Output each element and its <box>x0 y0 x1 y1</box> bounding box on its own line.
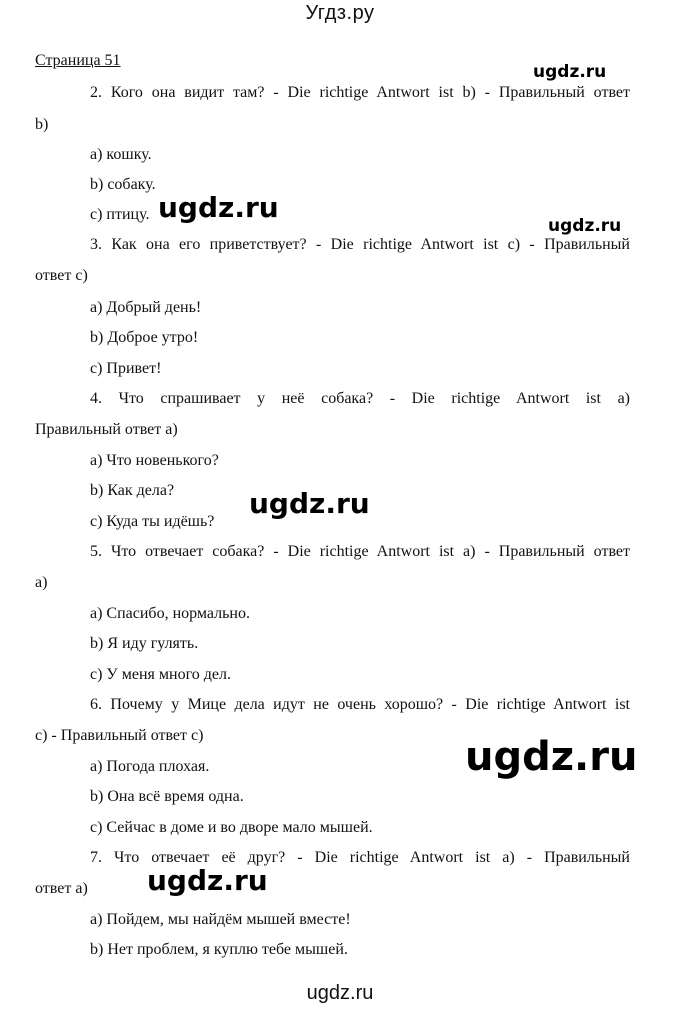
question-2-option-b: b) собаку. <box>90 176 156 193</box>
question-6-line1: 6. Почему у Мице дела идут не очень хорошо? - Die richtige Antwort ist <box>90 696 630 713</box>
question-6-option-b: b) Она всё время одна. <box>90 788 244 805</box>
question-6-option-a: a) Погода плохая. <box>90 758 210 775</box>
question-3-option-b: b) Доброе утро! <box>90 329 199 346</box>
watermark-4: ugdz.ru <box>249 487 370 520</box>
question-2-option-a: a) кошку. <box>90 146 152 163</box>
site-header: Угдз.ру <box>305 2 375 24</box>
question-2-option-c: c) птицу. <box>90 206 150 223</box>
watermark-2: ugdz.ru <box>158 191 279 224</box>
question-5-option-c: c) У меня много дел. <box>90 666 231 683</box>
question-4-option-c: c) Куда ты идёшь? <box>90 513 215 530</box>
question-7-line2: ответ a) <box>35 880 88 897</box>
question-6-line2: c) - Правильный ответ c) <box>35 727 204 744</box>
question-2-line2: b) <box>35 116 49 133</box>
question-6-option-c: c) Сейчас в доме и во дворе мало мышей. <box>90 819 373 836</box>
question-7-line1: 7. Что отвечает её друг? - Die richtige Antwort ist a) - Правильный <box>90 849 630 866</box>
watermark-6: ugdz.ru <box>147 864 268 897</box>
question-7-option-b: b) Нет проблем, я куплю тебе мышей. <box>90 941 348 958</box>
question-2-line1: 2. Кого она видит там? - Die richtige Antwort ist b) - Правильный ответ <box>90 84 630 101</box>
site-footer: ugdz.ru <box>306 982 374 1004</box>
question-4-line1: 4. Что спрашивает у неё собака? - Die richtige Antwort ist a) <box>90 390 630 407</box>
question-5-line1: 5. Что отвечает собака? - Die richtige Antwort ist a) - Правильный ответ <box>90 543 630 560</box>
question-3-line2: ответ c) <box>35 267 88 284</box>
watermark-3: ugdz.ru <box>548 216 622 236</box>
question-4-option-b: b) Как дела? <box>90 482 175 499</box>
question-3-option-c: c) Привет! <box>90 360 162 377</box>
page-label: Страница 51 <box>35 52 121 69</box>
question-5-option-b: b) Я иду гулять. <box>90 635 199 652</box>
watermark-1: ugdz.ru <box>533 62 607 82</box>
question-5-line2: a) <box>35 574 48 591</box>
question-5-option-a: a) Спасибо, нормально. <box>90 605 250 622</box>
watermark-5: ugdz.ru <box>465 734 638 780</box>
question-7-option-a: a) Пойдем, мы найдём мышей вместе! <box>90 911 351 928</box>
question-3-line1: 3. Как она его приветствует? - Die richtige Antwort ist c) - Правильный <box>90 236 630 253</box>
question-4-line2: Правильный ответ a) <box>35 421 178 438</box>
question-3-option-a: a) Добрый день! <box>90 299 202 316</box>
question-4-option-a: a) Что новенького? <box>90 452 219 469</box>
